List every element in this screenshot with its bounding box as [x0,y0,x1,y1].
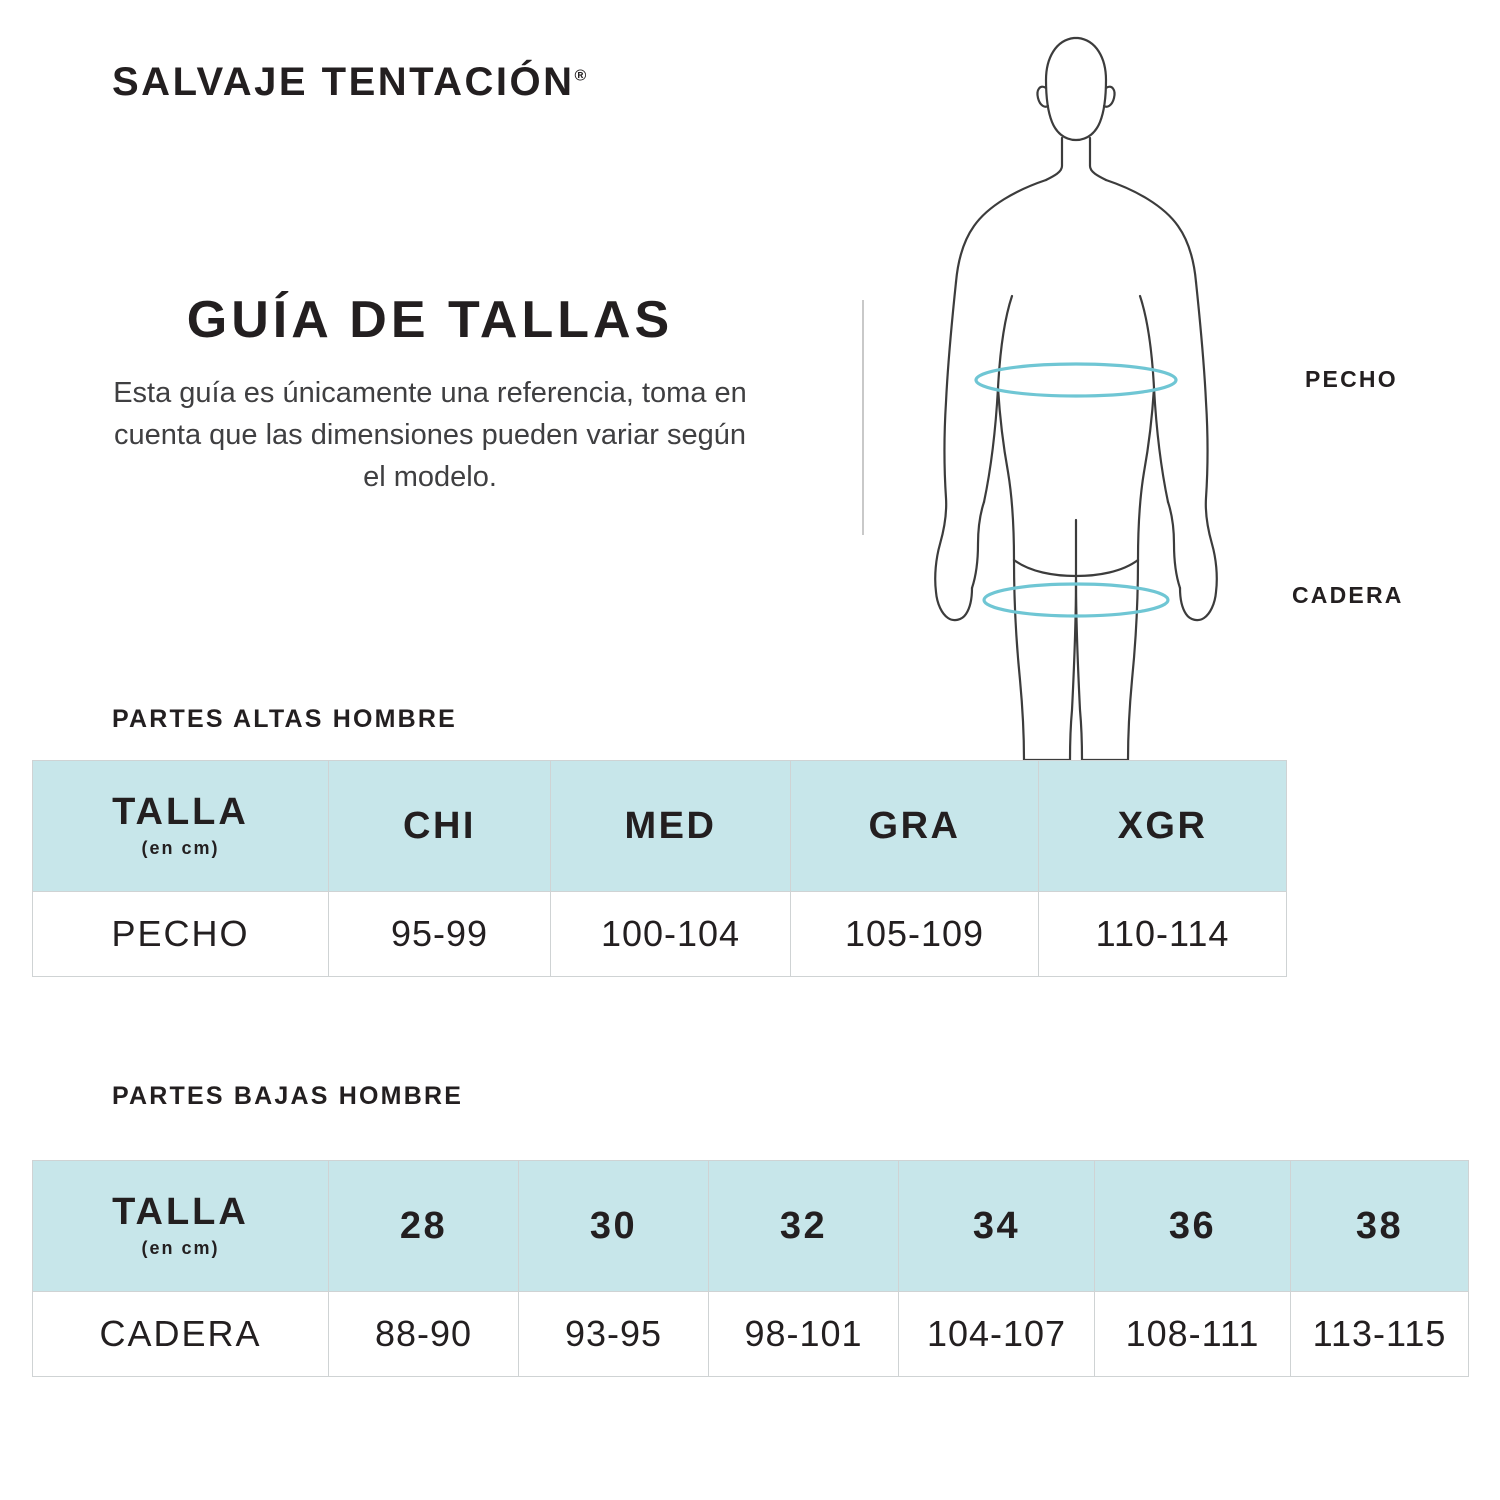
header-cell-chi: CHI [329,761,551,892]
cell-cadera-36: 108-111 [1095,1292,1291,1377]
table-lower-body-sizes [32,1160,1469,1377]
page-title: GUÍA DE TALLAS [186,291,674,349]
cell-cadera-34: 104-107 [899,1292,1095,1377]
vertical-divider [862,300,864,535]
row-label-cadera: CADERA [33,1292,329,1377]
body-figure [930,20,1290,780]
registered-mark: ® [574,67,587,85]
header-cell-gra: GRA [791,761,1039,892]
header-cell-32: 32 [709,1161,899,1292]
header-cell-30: 30 [519,1161,709,1292]
header-cell-talla [33,761,329,892]
row-label-pecho: PECHO [33,892,329,977]
header-talla-main: TALLA [112,790,249,833]
male-body-outline-icon [930,20,1290,780]
table-row [33,1292,1469,1377]
figure-label-chest: PECHO [1305,366,1398,392]
header-cell-34: 34 [899,1161,1095,1292]
header-cell-xgr: XGR [1039,761,1287,892]
section-title-upper: PARTES ALTAS HOMBRE [112,705,458,733]
intro-block [80,290,780,498]
table-upper-body-sizes [32,760,1287,977]
section-title-lower: PARTES BAJAS HOMBRE [112,1082,464,1110]
cell-pecho-gra: 105-109 [791,892,1039,977]
brand-name: SALVAJE TENTACIÓN [112,60,575,104]
cell-pecho-xgr: 110-114 [1039,892,1287,977]
table-header-row [33,1161,1469,1292]
header-cell-talla [33,1161,329,1292]
cell-pecho-med: 100-104 [551,892,791,977]
cell-cadera-38: 113-115 [1291,1292,1469,1377]
cell-cadera-28: 88-90 [329,1292,519,1377]
header-cell-38: 38 [1291,1161,1469,1292]
header-cell-med: MED [551,761,791,892]
header-cell-36: 36 [1095,1161,1291,1292]
header-cell-28: 28 [329,1161,519,1292]
figure-label-hip: CADERA [1292,582,1404,608]
brand-wordmark [112,60,586,105]
cell-cadera-30: 93-95 [519,1292,709,1377]
header-talla-sub: (en cm) [141,838,220,859]
table-row [33,892,1287,977]
cell-cadera-32: 98-101 [709,1292,899,1377]
table-header-row [33,761,1287,892]
header-talla-main: TALLA [112,1190,249,1233]
cell-pecho-chi: 95-99 [329,892,551,977]
intro-description: Esta guía es únicamente una referencia, toma en cuenta que las dimensiones pueden variar según el modelo. [113,377,747,494]
header-talla-sub: (en cm) [141,1238,220,1259]
